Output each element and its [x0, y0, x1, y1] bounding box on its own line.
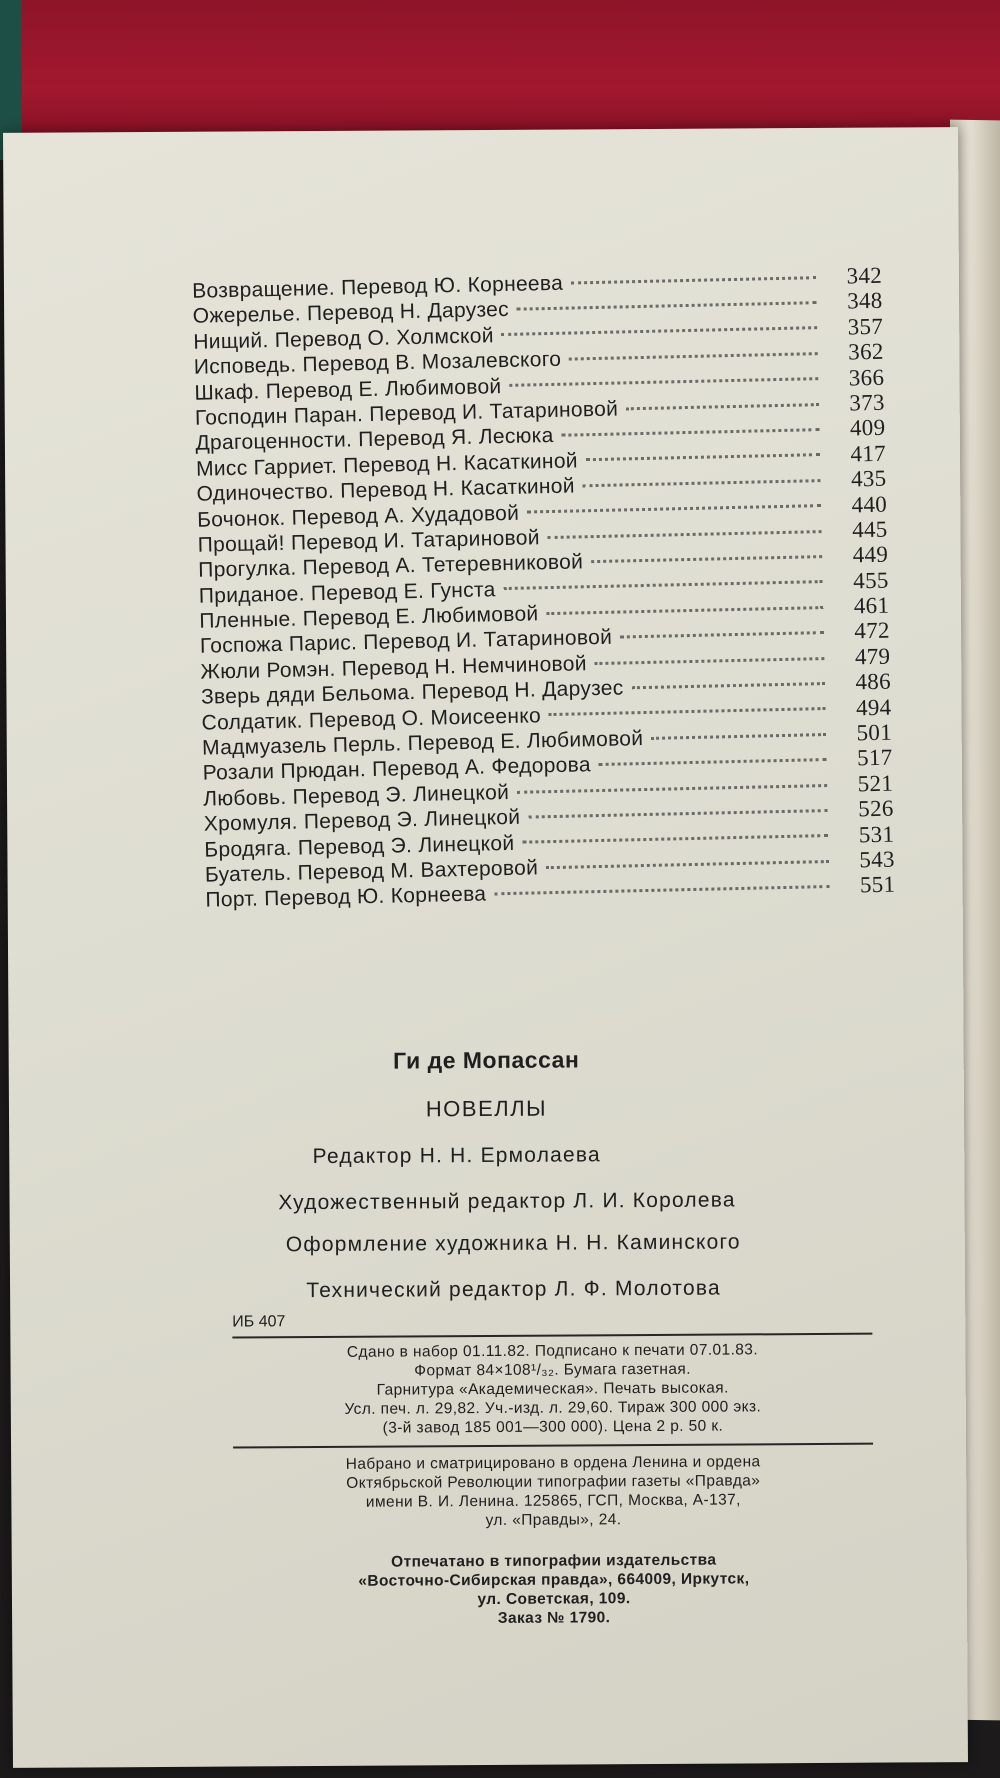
- toc-entry-title: Одиночество. Перевод Н. Касаткиной: [196, 474, 576, 506]
- print-line: (3-й завод 185 001—300 000). Цена 2 р. 50 к.: [382, 1417, 724, 1437]
- toc-entry-title: Госпожа Парис. Перевод И. Татариновой: [199, 626, 613, 659]
- toc-dot-leader: [517, 783, 827, 794]
- toc-dot-leader: [546, 605, 823, 615]
- toc-dot-leader: [549, 706, 826, 716]
- toc-entry-title: Шкаф. Перевод Е. Любимовой: [194, 374, 502, 405]
- toc-entry-page: 449: [852, 541, 889, 568]
- toc-dot-leader: [562, 427, 820, 437]
- toc-entry-page: 517: [856, 745, 893, 771]
- toc-dot-leader: [591, 554, 822, 563]
- toc-entry-title: Буатель. Перевод М. Вахтеровой: [204, 856, 539, 887]
- printing-house-line: ул. Советская, 109.: [477, 1590, 631, 1609]
- tech-editor-credit: Технический редактор Л. Ф. Молотова: [306, 1276, 721, 1303]
- ib-number: ИБ 407: [232, 1313, 286, 1331]
- toc-dot-leader: [494, 884, 829, 895]
- toc-entry-page: 455: [852, 567, 889, 594]
- toc-dot-leader: [651, 732, 826, 740]
- print-line: Формат 84×108¹/₃₂. Бумага газетная.: [414, 1360, 691, 1380]
- toc-entry-page: 435: [850, 465, 887, 492]
- art-editor-credit: Художественный редактор Л. И. Королева: [278, 1188, 736, 1215]
- toc-entry-title: Приданое. Перевод Е. Гунста: [198, 577, 496, 608]
- toc-entry-page: 543: [859, 846, 896, 873]
- toc-entry-page: 461: [853, 592, 890, 619]
- toc-entry-title: Нищий. Перевод О. Холмской: [193, 323, 494, 354]
- toc-dot-leader: [546, 859, 829, 869]
- toc-entry-title: Порт. Перевод Ю. Корнеева: [205, 882, 487, 913]
- toc-dot-leader: [583, 478, 821, 487]
- divider-top: [232, 1333, 872, 1339]
- toc-entry-title: Возвращение. Перевод Ю. Корнеева: [191, 271, 564, 303]
- toc-entry-title: Любовь. Перевод Э. Линецкой: [203, 780, 510, 811]
- toc-entry-title: Пленные. Перевод Е. Любимовой: [199, 602, 539, 633]
- printer-line: Набрано и сматрицировано в ордена Ленина и ордена: [345, 1453, 761, 1473]
- toc-dot-leader: [527, 503, 821, 513]
- toc-dot-leader: [502, 326, 818, 337]
- printing-house-line: Заказ № 1790.: [497, 1609, 611, 1627]
- toc-dot-leader: [522, 833, 828, 844]
- toc-entry-title: Ожерелье. Перевод Н. Дарузес: [192, 298, 510, 329]
- book-title: НОВЕЛЛЫ: [425, 1095, 548, 1122]
- table-of-contents: [192, 263, 896, 913]
- toc-entry-page: 521: [857, 770, 894, 797]
- toc-entry-title: Господин Паран. Перевод И. Татариновой: [194, 397, 619, 430]
- book-page: [3, 127, 968, 1768]
- toc-entry-page: 501: [856, 719, 893, 746]
- divider-bottom: [233, 1443, 873, 1449]
- printer-details-block: [233, 1452, 873, 1532]
- toc-entry-page: 409: [849, 415, 886, 441]
- toc-dot-leader: [632, 681, 825, 689]
- printing-house-line: «Восточно-Сибирская правда», 664009, Иркутск,: [358, 1570, 750, 1590]
- printer-line: ул. «Правды», 24.: [485, 1511, 622, 1530]
- toc-dot-leader: [586, 453, 820, 462]
- author-name: Ги де Мопассан: [393, 1046, 580, 1074]
- toc-entry-title: Прогулка. Перевод А. Тетеревниковой: [198, 550, 584, 583]
- toc-entry-title: Солдатик. Перевод О. Моисеенко: [201, 703, 542, 735]
- printer-line: имени В. И. Ленина. 125865, ГСП, Москва, А-137,: [365, 1491, 741, 1511]
- toc-entry-page: 472: [854, 618, 891, 644]
- editor-credit: Редактор Н. Н. Ермолаева: [312, 1143, 601, 1169]
- toc-entry-title: Хромуля. Перевод Э. Линецкой: [203, 805, 521, 836]
- toc-entry-title: Зверь дяди Бельома. Перевод Н. Дарузес: [200, 676, 624, 709]
- toc-entry-title: Розали Прюдан. Перевод А. Федорова: [202, 753, 592, 786]
- toc-dot-leader: [528, 808, 827, 819]
- toc-entry-page: 440: [851, 491, 888, 517]
- toc-entry-page: 551: [859, 871, 896, 898]
- toc-entry-page: 348: [846, 288, 883, 314]
- printing-house-block: [234, 1550, 874, 1630]
- toc-entry-page: 526: [857, 795, 894, 822]
- toc-dot-leader: [504, 579, 823, 590]
- toc-entry-title: Бочонок. Перевод А. Худадовой: [196, 501, 520, 532]
- toc-entry-page: 531: [858, 821, 895, 847]
- toc-entry-page: 366: [848, 364, 885, 391]
- toc-dot-leader: [620, 630, 824, 638]
- toc-entry-page: 445: [851, 516, 888, 543]
- toc-dot-leader: [569, 351, 818, 360]
- toc-entry-title: Исповедь. Перевод В. Мозалевского: [193, 347, 562, 379]
- toc-entry-page: 362: [848, 338, 884, 365]
- toc-entry-title: Жюли Ромэн. Перевод Н. Немчиновой: [200, 652, 588, 684]
- toc-dot-leader: [517, 300, 817, 311]
- toc-dot-leader: [571, 275, 816, 284]
- toc-entry-page: 357: [847, 313, 884, 340]
- toc-entry-title: Драгоценности. Перевод Я. Лесюка: [195, 424, 554, 456]
- print-line: Сдано в набор 01.11.82. Подписано к печати 07.01.83.: [346, 1341, 759, 1361]
- design-credit: Оформление художника Н. Н. Каминского: [285, 1230, 741, 1257]
- toc-entry-title: Прощай! Перевод И. Татариновой: [197, 526, 541, 557]
- toc-dot-leader: [548, 529, 822, 539]
- toc-entry-page: 373: [849, 389, 886, 416]
- print-line: Усл. печ. л. 29,82. Уч.-изд. л. 29,60. Тираж 300 000 экз.: [344, 1398, 762, 1418]
- toc-dot-leader: [599, 757, 827, 766]
- toc-entry-page: 417: [850, 440, 887, 467]
- toc-dot-leader: [509, 376, 818, 387]
- toc-entry-page: 486: [855, 668, 892, 695]
- toc-entry-title: Бродяга. Перевод Э. Линецкой: [204, 831, 515, 862]
- toc-entry-page: 342: [846, 262, 883, 289]
- printing-house-line: Отпечатано в типографии издательства: [391, 1551, 717, 1571]
- toc-entry-page: 479: [854, 643, 891, 670]
- print-line: Гарнитура «Академическая». Печать высокая.: [376, 1379, 729, 1399]
- toc-dot-leader: [626, 402, 819, 410]
- print-details-block: [232, 1340, 873, 1439]
- toc-entry-title: Мисс Гарриет. Перевод Н. Касаткиной: [195, 449, 579, 481]
- toc-entry-page: 494: [855, 694, 892, 721]
- toc-entry-title: Мадмуазель Перль. Перевод Е. Любимовой: [201, 727, 644, 760]
- printer-line: Октябрьской Революции типографии газеты «Правда»: [346, 1472, 761, 1492]
- toc-dot-leader: [595, 656, 825, 665]
